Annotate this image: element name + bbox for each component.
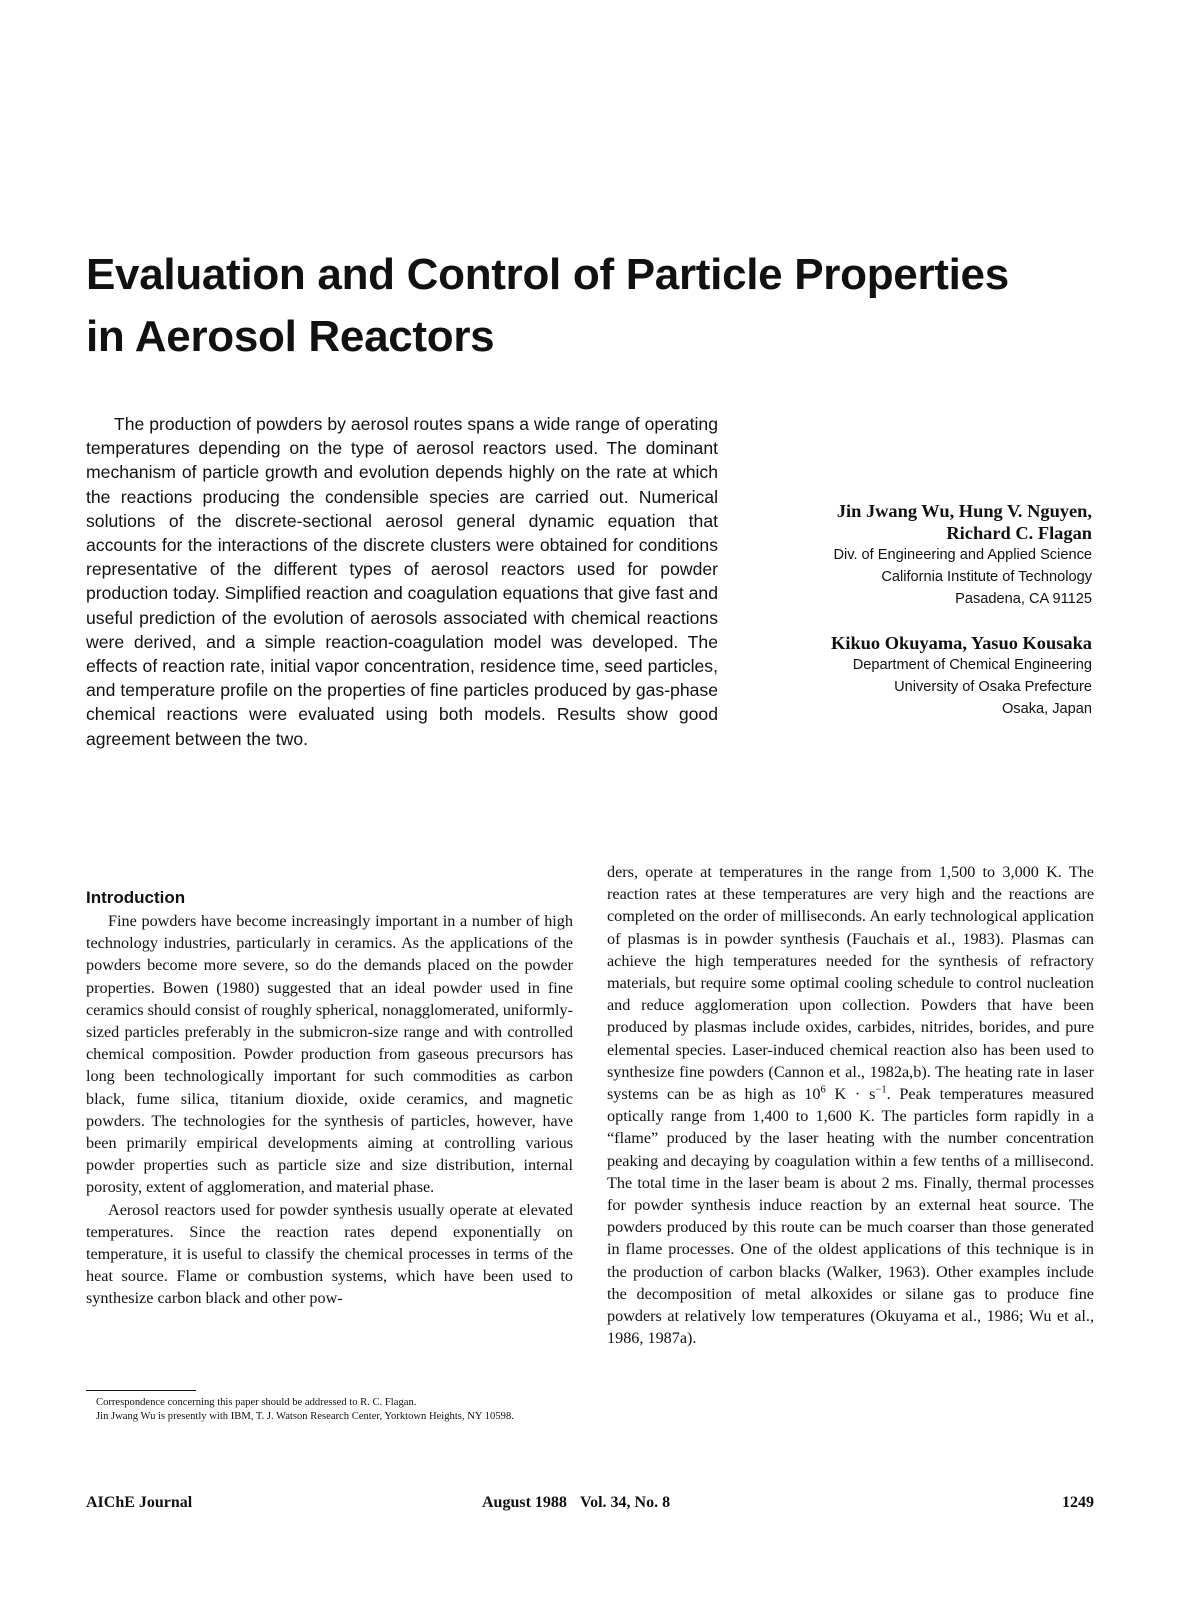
paper-title: [86, 244, 1126, 368]
volume-number: Vol. 34, No. 8: [580, 1494, 671, 1511]
body-text: ders, operate at temperatures in the range from 1,500 to 3,000 K. The reaction rates at these temperatures are very high and the reactions are completed on the order of milliseconds. An early technological application of plasmas is in powder synthesis (Fauchais et al., 1983). Plasmas can achieve the high temperatures needed for the synthesis of refractory materials, but require some optimal cooling schedule to control nucleation and reduce agglomeration upon collection. Powders that have been produced by plasmas include oxides, carbides, nitrides, borides, and pure elemental species. Laser-induced chemical reaction also has been used to synthesize fine powders (Cannon et al., 1982a,b). The heating rate in laser systems can be as high as 10: [607, 863, 1094, 1104]
section-heading-introduction: Introduction: [86, 888, 186, 907]
author-block: [760, 500, 1092, 720]
affiliation-line: California Institute of Technology: [881, 569, 1092, 585]
superscript: −1: [875, 1084, 887, 1096]
body-text: K · s: [825, 1085, 876, 1104]
title-line-1: Evaluation and Control of Particle Properties: [86, 250, 1009, 299]
abstract: The production of powders by aerosol routes spans a wide range of operating temperatures depending on the type of aerosol reactors used. The dominant mechanism of particle growth and evolution depends highly on the rate at which the reactions producing the condensible species are carried out. Numerical solutions of the discrete-sectional aerosol general dynamic equation that accounts for the interactions of the discrete clusters were obtained for conditions representative of the different types of aerosol reactors used for powder production today. Simplified reaction and coagulation equations that give fast and useful prediction of the evolution of aerosols associated with chemical reactions were derived, and a simple reaction-coagulation model was developed. The effects of reaction rate, initial vapor concentration, residence time, seed particles, and temperature profile on the properties of fine particles produced by gas-phase chemical reactions were evaluated using both models. Results show good agreement between the two.: [86, 414, 718, 749]
issue-date: August 1988: [482, 1494, 567, 1511]
footnote: Jin Jwang Wu is presently with IBM, T. J. Watson Research Center, Yorktown Heights, NY 10598.: [96, 1410, 514, 1422]
journal-name: AIChE Journal: [86, 1494, 193, 1511]
body-paragraph: [607, 861, 1094, 1349]
page-footer: [86, 1494, 1094, 1516]
author-names-line-2: Richard C. Flagan: [946, 523, 1092, 543]
affiliation-line: Department of Chemical Engineering: [852, 657, 1092, 673]
page-number: 1249: [1062, 1494, 1094, 1511]
title-line-2: in Aerosol Reactors: [86, 312, 495, 361]
body-paragraph: Aerosol reactors used for powder synthesis usually operate at elevated temperatures. Since the reaction rates depend exponentially on temperature, it is useful to classify the chemical processes in terms of the heat source. Flame or combustion systems, which have been used to synthesize carbon black and other pow-: [86, 1200, 573, 1308]
body-paragraph: Fine powders have become increasingly important in a number of high technology industries, particularly in ceramics. As the applications of the powders become more severe, so do the demands placed on the powder properties. Bowen (1980) suggested that an ideal powder used in fine ceramics should consist of roughly spherical, nonagglomerated, uniformly-sized particles preferably in the submicron-size range and with controlled chemical composition. Powder production from gaseous precursors has long been technologically important for such commodities as carbon black, fume silica, titanium dioxide, oxide ceramics, and magnetic powders. The technologies for the synthesis of particles, however, have been primarily empirical developments aiming at controlling various powder properties such as particle size and size distribution, internal porosity, extent of agglomeration, and material phase.: [86, 912, 573, 1197]
footnotes: [86, 1396, 566, 1423]
body-column-right: [607, 861, 1094, 1349]
affiliation-line: University of Osaka Prefecture: [894, 679, 1092, 695]
affiliation-line: Osaka, Japan: [1001, 701, 1092, 717]
body-column-left: [86, 886, 573, 1310]
author-names: Kikuo Okuyama, Yasuo Kousaka: [831, 633, 1092, 653]
superscript: 6: [820, 1084, 826, 1096]
author-names-line-1: Jin Jwang Wu, Hung V. Nguyen,: [836, 501, 1092, 521]
footnote-divider: [86, 1390, 196, 1391]
affiliation-line: Pasadena, CA 91125: [955, 591, 1092, 607]
affiliation-line: Div. of Engineering and Applied Science: [833, 547, 1092, 563]
body-text: . Peak temperatures measured optically range from 1,400 to 1,600 K. The particles form rapidly in a “flame” produced by the laser heating with the number concentration peaking and decaying by coagulation within a few tenths of a millisecond. The total time in the laser beam is about 2 ms. Finally, thermal processes for powder synthesis induce reaction by an external heat source. The powders produced by this route can be much coarser than those generated in flame processes. One of the oldest applications of this technique is in the production of carbon blacks (Walker, 1963). Other examples include the decomposition of metal alkoxides or silane gas to produce fine powders at relatively low temperatures (Okuyama et al., 1986; Wu et al., 1986, 1987a).: [607, 1085, 1094, 1348]
author-group-1: [760, 500, 1092, 610]
footnote: Correspondence concerning this paper should be addressed to R. C. Flagan.: [96, 1397, 417, 1408]
author-group-2: [760, 632, 1092, 720]
author-names: [760, 500, 1092, 544]
